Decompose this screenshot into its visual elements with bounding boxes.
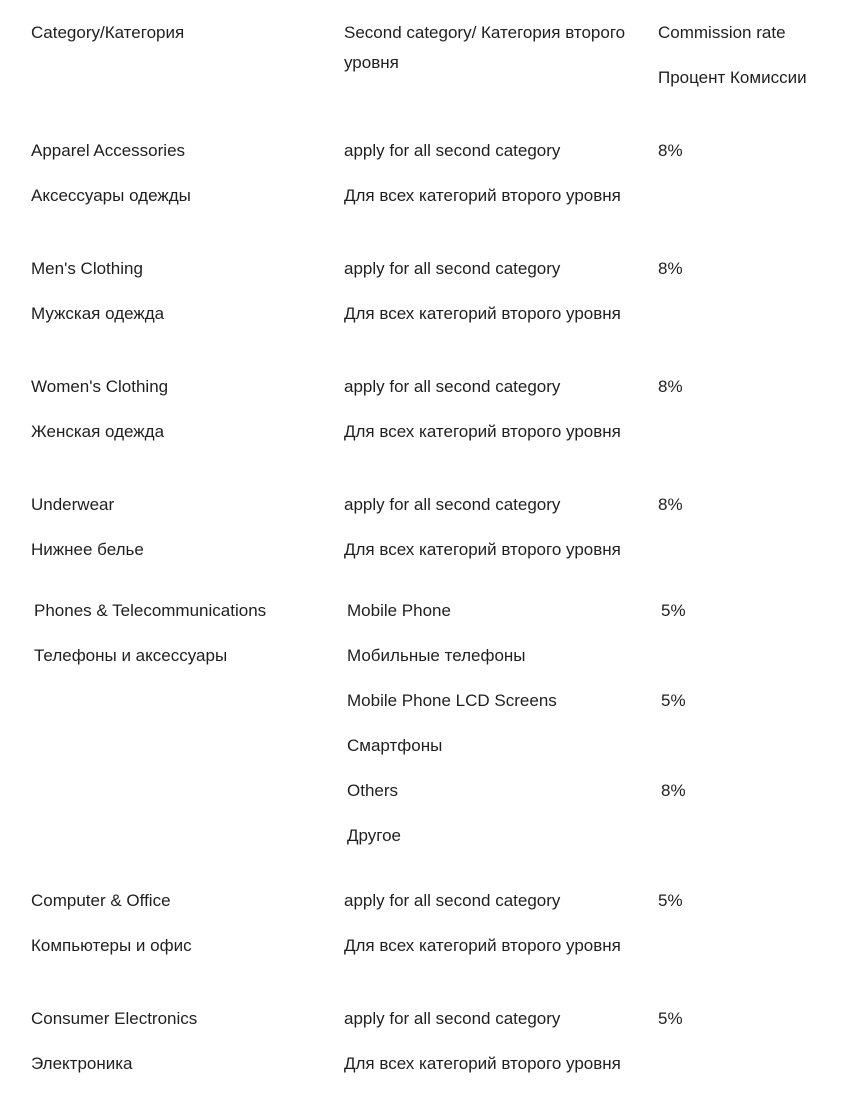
row-category-ru: Мужская одежда	[31, 304, 165, 323]
phones-sub-ru: Смартфоны	[347, 736, 443, 755]
row-rate: 8%	[658, 259, 683, 278]
row-second-en: apply for all second category	[344, 495, 561, 514]
header-category: Category/Категория	[31, 23, 185, 42]
row-rate: 5%	[658, 891, 683, 910]
header-second-category-line1: Second category/ Категория второго	[344, 23, 626, 42]
row-second-ru: Для всех категорий второго уровня	[344, 936, 621, 955]
phones-sub-en: Others	[347, 781, 399, 800]
row-category-en: Women's Clothing	[31, 377, 169, 396]
phones-sub-en: Mobile Phone LCD Screens	[347, 691, 557, 710]
row-second-ru: Для всех категорий второго уровня	[344, 304, 621, 323]
phones-sub-ru: Мобильные телефоны	[347, 646, 526, 665]
row-second-en: apply for all second category	[344, 141, 561, 160]
row-category-ru: Аксессуары одежды	[31, 186, 191, 205]
row-category-en: Underwear	[31, 495, 115, 514]
row-category-en: Men's Clothing	[31, 259, 143, 278]
phones-sub-ru: Другое	[347, 826, 402, 845]
row-second-en: apply for all second category	[344, 259, 561, 278]
row-second-ru: Для всех категорий второго уровня	[344, 422, 621, 441]
row-second-en: apply for all second category	[344, 377, 561, 396]
phones-category-en: Phones & Telecommunications	[34, 601, 267, 620]
row-category-ru: Женская одежда	[31, 422, 165, 441]
header-second-category-line2: уровня	[344, 53, 399, 72]
row-second-ru: Для всех категорий второго уровня	[344, 1054, 621, 1073]
row-category-en: Computer & Office	[31, 891, 171, 910]
phones-category-ru: Телефоны и аксессуары	[34, 646, 228, 665]
row-category-ru: Компьютеры и офис	[31, 936, 192, 955]
row-rate: 5%	[658, 1009, 683, 1028]
phones-sub-rate: 5%	[661, 601, 686, 620]
phones-sub-rate: 5%	[661, 691, 686, 710]
phones-sub-rate: 8%	[661, 781, 686, 800]
row-second-ru: Для всех категорий второго уровня	[344, 540, 621, 559]
row-category-en: Consumer Electronics	[31, 1009, 198, 1028]
row-category-ru: Электроника	[31, 1054, 133, 1073]
header-commission-en: Commission rate	[658, 23, 786, 42]
phones-sub-en: Mobile Phone	[347, 601, 451, 620]
row-second-en: apply for all second category	[344, 1009, 561, 1028]
row-second-en: apply for all second category	[344, 891, 561, 910]
row-rate: 8%	[658, 495, 683, 514]
row-category-en: Apparel Accessories	[31, 141, 186, 160]
header-commission-ru: Процент Комиссии	[658, 68, 807, 87]
row-rate: 8%	[658, 377, 683, 396]
row-rate: 8%	[658, 141, 683, 160]
row-second-ru: Для всех категорий второго уровня	[344, 186, 621, 205]
row-category-ru: Нижнее белье	[31, 540, 144, 559]
